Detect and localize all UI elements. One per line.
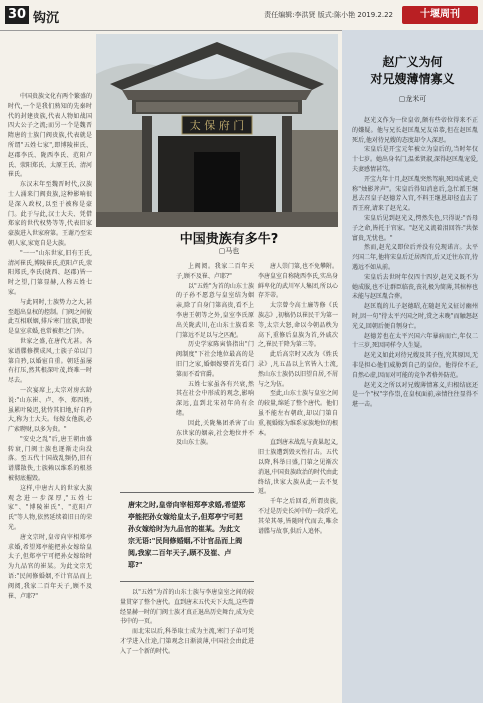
paragraph: 五姓七家虽各有兴衰,然其在社会中形成的观念,影响深远,直到北宋初年尚有余绪。 (176, 380, 254, 417)
article-column-1 (8, 92, 92, 697)
paragraph: 千年之后回看,所谓贵族,不过是历史长河中的一段浮光,其荣其辱,皆随时代而去,唯余谱牒与故事,供后人追怀。 (258, 498, 338, 535)
editor-info: 责任编辑:李洪贤 版式:陈小艳 2019.2.22 (264, 11, 393, 19)
paragraph: 此后高宗时又改为《姓氏录》,凡五品以上官皆入士流,然山东士族仍以旧望自居,不屑与之为伍。 (258, 351, 338, 388)
article-column-4 (120, 588, 254, 697)
paragraph: 赵德芳也在太平兴国六年暴病而亡,年仅二十三岁,死因同样令人生疑。 (352, 332, 478, 350)
article-photo (96, 34, 338, 227)
sidebar-article-author: ▢龙米可 (398, 95, 427, 103)
paragraph: 开宝九年十月,赵匡胤突然驾崩,死因成谜,史称"烛影斧声"。宋皇后得知消息后,急忙派王继恩去召皇子赵德芳入宫,不料王继恩却径直去了晋王府,请来了赵光义。 (352, 175, 478, 213)
sidebar-article-title (342, 54, 483, 88)
sidebar-article-body (352, 116, 478, 697)
paragraph: 以"五姓"为首的山东士族的子孙不愿意与皇室结为姻亲,除了自身门第高贵,看不上李唐王朝等之外,皇室李氏原出关陇武川,在山东士族看来门第远不足以与之匹配。 (176, 282, 254, 339)
paragraph: 至此,山东士族与皇室之间的较量,绵延了整个唐代。他们虽不能左右朝政,却以门第自重,视婚嫁为维系家族地位的根本。 (258, 390, 338, 437)
paragraph: "一一"山东世家,旧有王氏,清河崔氏,博陵崔氏,范阳卢氏,荥阳郑氏,李氏(陇西、赵郡)皆一时之望,门第显赫,人称五姓七家。 (8, 249, 92, 296)
paragraph: 中国贵族文化有两个繁盛的时代,一个是我们熟知的先秦时代的封建贵族,代表人物如战国四大公子之流;而另一个是魏晋隋唐的士族门阀贵族,代表就是所谓"五姓七家",即博陵崔氏、赵郡李氏、陇西李氏、范阳卢氏、荥阳郑氏、太原王氏、清河崔氏。 (8, 93, 92, 179)
temple-gate-illustration (96, 34, 338, 227)
paragraph: 宋皇后见到赵光义,愕然失色,只得说:"吾母子之命,皆托于官家。"赵光义流着泪回答:"共保富贵,无忧也。" (352, 214, 478, 242)
article-author: ▢马也 (218, 247, 240, 255)
paragraph: 一次宴席上,太宗对房玄龄说:"山东崔、卢、李、郑四姓,虽累叶陵迟,犹恃其旧地,好自矜大,称为士大夫。每嫁女他族,必广索聘财,以多为贵。" (8, 386, 92, 434)
paragraph: 而北宋以后,科举取士成为主流,寒门子弟可凭才学进入仕途,门第观念日渐淡薄,中国社会由此进入了一个新的时代。 (120, 628, 254, 655)
paragraph: 宋皇后是开宝元年被立为皇后的,当时年仅十七岁。她出身名门,温柔贤淑,深得赵匡胤宠爱,夫妻感情甚笃。 (352, 146, 478, 173)
paragraph: "安史之乱"后,唐王朝由盛转衰,门阀士族也逐渐走向没落。至五代十国战乱频仍,旧有谱牒散佚,士族赖以维系的根基被彻底摧毁。 (8, 435, 92, 483)
paragraph: 因此,关陇集团杀害了山东世家的姻亲,社会地位并不及山东士族。 (176, 419, 254, 447)
article-title: 中国贵族有多牛? (179, 232, 279, 247)
article-column-3 (258, 262, 338, 697)
section-title: 钩沉 (33, 11, 60, 26)
paragraph: 赵光义如此对待兄嫂及其子侄,究其原因,无非是担心他们威胁到自己的皇位。他得位不正,自然心虚,因而对可能的竞争者格外防范。 (352, 352, 478, 379)
paragraph: 唐人崇门第,也不免攀附。李唐皇室自称陇西李氏,实出身鲜卑化的武川军人集团,所以心存芥蒂。 (258, 263, 338, 300)
pull-quote-text: 唐宋之时,皇帝向宰相郑亭求婚,希望郑亭能把孙女嫁给皇太子,但郑亭宁可把孙女嫁给时为九品官的崔某。为此文宗无语:"民间修婚姻,不计官品而上阀阅,我家二百年天子,顾不及崔、卢耶?" (128, 501, 246, 569)
paragraph: 赵光义作为一位皇帝,颇有些帝位得来不正的嫌疑。他与兄长赵匡胤兄友弟恭,但在赵匡胤死后,他对待兄嫂的态度却令人深思。 (352, 117, 478, 144)
title-line: 赵广义为何 (382, 55, 443, 69)
paragraph: 然而,赵光义即位后并没有兑现诺言。太平兴国二年,他将宋皇后迁居西宫,后又迁往东宫,待遇远不如从前。 (352, 244, 478, 271)
paragraph: 东汉末年至魏晋时代,汉族士人涌来门阀贵族,这种影响很是深入政权,以至于被称是豪门。此于与此,汉士大夫、凭借郑家的世代权势等等,代表旧家豪族进入世家府第。王谢乃至宋朝人家,家宽自是大族。 (8, 181, 92, 247)
paragraph: 与此同时,士族势力之大,甚至超出皇权的控制。门阀之间彼此互相联姻,排斥寒门庶族,即使是皇室求婚,也常被拒之门外。 (8, 298, 92, 336)
title-line: 对兄嫂薄情寡义 (370, 72, 455, 86)
plaque-text: 太 保 府 门 (189, 119, 245, 132)
paragraph: 赵光义之所以对兄嫂薄情寡义,归根结底还是一个"权"字作祟,在皇权面前,亲情往往显得不堪一击。 (352, 381, 478, 409)
paragraph: 这样,中唐古人的世家大族观念进一步深厚,"五姓七家"、"博陵崔氏"、"范阳卢氏"等人物,依然延续着旧日的荣光。 (8, 484, 92, 532)
paragraph: 直到唐末战乱与黄巢起义,旧士族遭到毁灭性打击。五代以降,科举日盛,门第之见渐次消退,中国贵族政治的时代由此终结,世家大族从此一去不复返。 (258, 439, 338, 496)
paragraph: 以"五姓"为首的山东士族与李唐皇室之间的较量贯穿了整个唐代。直到唐末五代天下大乱,这些曾经显赫一时的门阀士族才真正退出历史舞台,成为史书中的一页。 (120, 589, 254, 626)
paragraph: 赵匡胤的儿子赵德昭,在随赵光义征讨幽州时,因一句"待太平兴国之时,赏之未晚"而触怒赵光义,回朝后便自刎身亡。 (352, 303, 478, 330)
paragraph: 太宗曾令高士廉等修《氏族志》,初稿仍以崔民干为第一等,太宗大怒,命以今朝品秩为高下,重修后皇族为首,外戚次之,崔民干降为第三等。 (258, 302, 338, 349)
paragraph: 唐文宗时,皇帝向宰相郑亭求婚,希望郑亭能把孙女嫁给皇太子,但郑亭宁可把孙女嫁给时为九品官的崔某。为此文宗无语:"民间修婚姻,不计官品而上阀阅,我家二百年天子,顾不及崔、卢耶?" (8, 533, 92, 600)
page-header (0, 0, 483, 31)
pull-quote (120, 492, 254, 582)
brand-logo: 十堰周刊 (402, 6, 478, 24)
paragraph: 宋皇后去世时年仅四十四岁,赵光义既不为她成服,也不让群臣临丧,丧礼极为简薄,其棺椁也未能与赵匡胤合葬。 (352, 273, 478, 301)
paragraph: 上阀阅。我家二百年天子,顾不及崔、卢耶?" (176, 263, 254, 280)
paragraph: 世家之盛,在唐代尤甚。各家谱牒修撰成风,士族子弟以门第自矜,以婚宦自重。朝廷虽屡有打压,然其根深叶茂,终难一时尽去。 (8, 337, 92, 385)
page-number: 30 (5, 6, 29, 24)
article-column-2 (176, 262, 254, 486)
paragraph: 历史学家陈寅恪指出"门阀制度"下社会地位最高的是旧门之家,婚姻嫁娶首先看门第而不看官爵。 (176, 341, 254, 378)
